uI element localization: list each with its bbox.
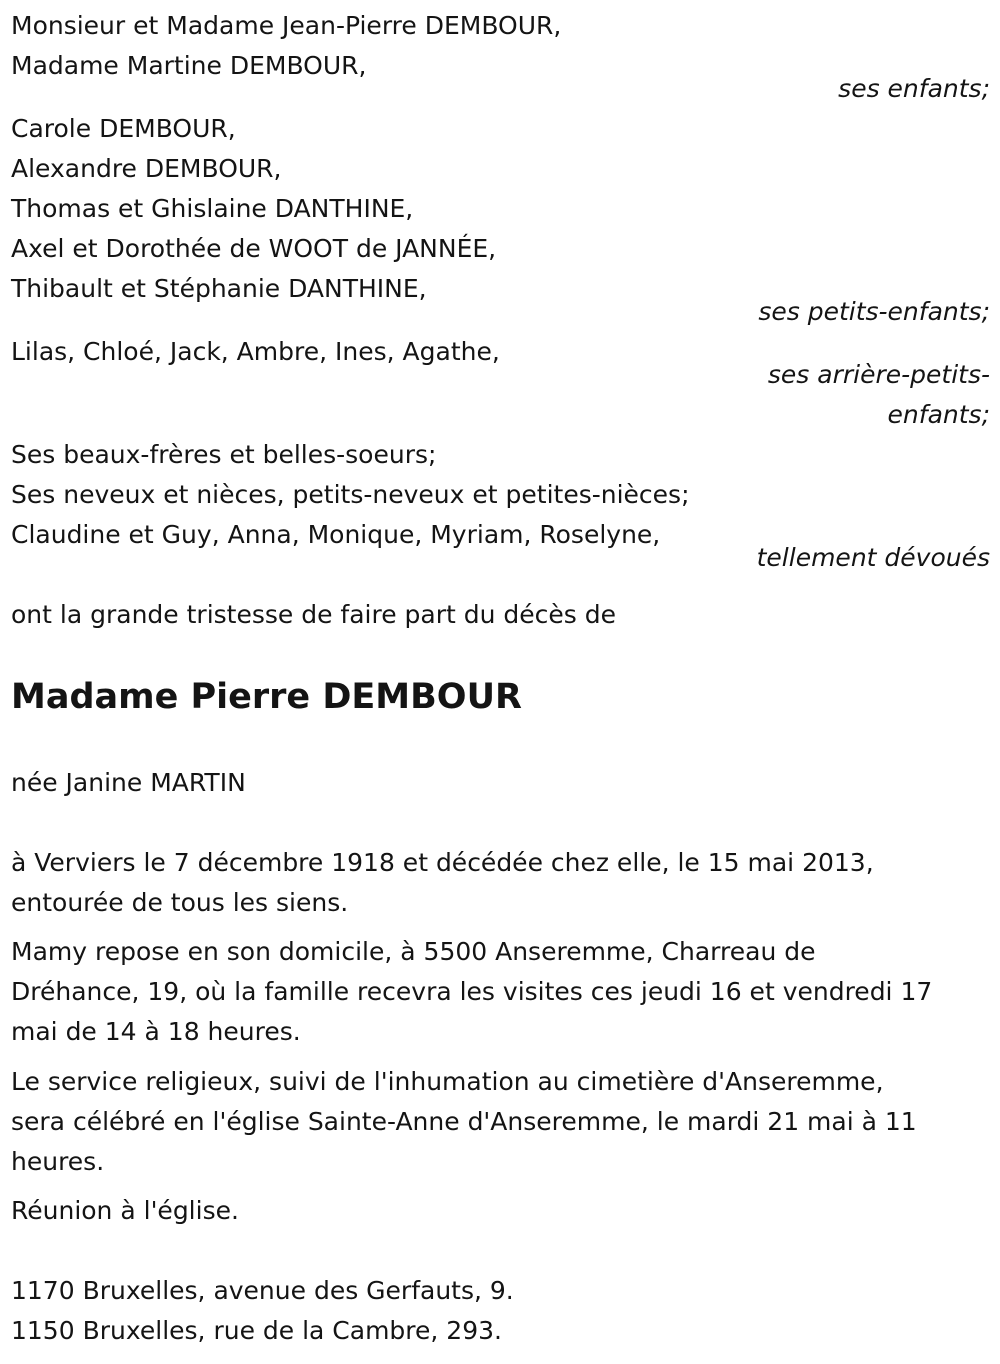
grandchildren-role: ses petits-enfants; <box>758 297 990 326</box>
rest-line-3: mai de 14 à 18 heures. <box>11 1017 301 1046</box>
announcement-text: ont la grande tristesse de faire part du décès de <box>11 600 617 629</box>
rest-line-1: Mamy repose en son domicile, à 5500 Anseremme, Charreau de <box>11 937 816 966</box>
birth-line-1: à Verviers le 7 décembre 1918 et décédée chez elle, le 15 mai 2013, <box>11 848 874 877</box>
children-line-1: Monsieur et Madame Jean-Pierre DEMBOUR, <box>11 11 562 40</box>
meeting-text: Réunion à l'église. <box>11 1196 239 1225</box>
others-line-1: Ses beaux-frères et belles-soeurs; <box>11 440 437 469</box>
address-line-2: 1150 Bruxelles, rue de la Cambre, 293. <box>11 1316 502 1345</box>
grandchildren-line-4: Axel et Dorothée de WOOT de JANNÉE, <box>11 234 497 263</box>
service-line-3: heures. <box>11 1147 105 1176</box>
children-role: ses enfants; <box>838 74 990 103</box>
maiden-name: née Janine MARTIN <box>11 768 246 797</box>
service-line-1: Le service religieux, suivi de l'inhumation au cimetière d'Anseremme, <box>11 1067 884 1096</box>
others-line-2: Ses neveux et nièces, petits-neveux et petites-nièces; <box>11 480 690 509</box>
children-line-2: Madame Martine DEMBOUR, <box>11 51 367 80</box>
grandchildren-line-5: Thibault et Stéphanie DANTHINE, <box>11 274 427 303</box>
grandchildren-line-3: Thomas et Ghislaine DANTHINE, <box>11 194 414 223</box>
rest-line-2: Dréhance, 19, où la famille recevra les visites ces jeudi 16 et vendredi 17 <box>11 977 933 1006</box>
others-line-3: Claudine et Guy, Anna, Monique, Myriam, Roselyne, <box>11 520 661 549</box>
great-grandchildren-line-1: Lilas, Chloé, Jack, Ambre, Ines, Agathe, <box>11 337 500 366</box>
great-grandchildren-role-2: enfants; <box>887 400 990 429</box>
grandchildren-line-2: Alexandre DEMBOUR, <box>11 154 282 183</box>
others-role: tellement dévoués <box>756 543 990 572</box>
address-line-1: 1170 Bruxelles, avenue des Gerfauts, 9. <box>11 1276 514 1305</box>
grandchildren-line-1: Carole DEMBOUR, <box>11 114 236 143</box>
service-line-2: sera célébré en l'église Sainte-Anne d'Anseremme, le mardi 21 mai à 11 <box>11 1107 917 1136</box>
deceased-name: Madame Pierre DEMBOUR <box>11 677 522 717</box>
great-grandchildren-role-1: ses arrière-petits- <box>767 360 990 389</box>
birth-line-2: entourée de tous les siens. <box>11 888 349 917</box>
